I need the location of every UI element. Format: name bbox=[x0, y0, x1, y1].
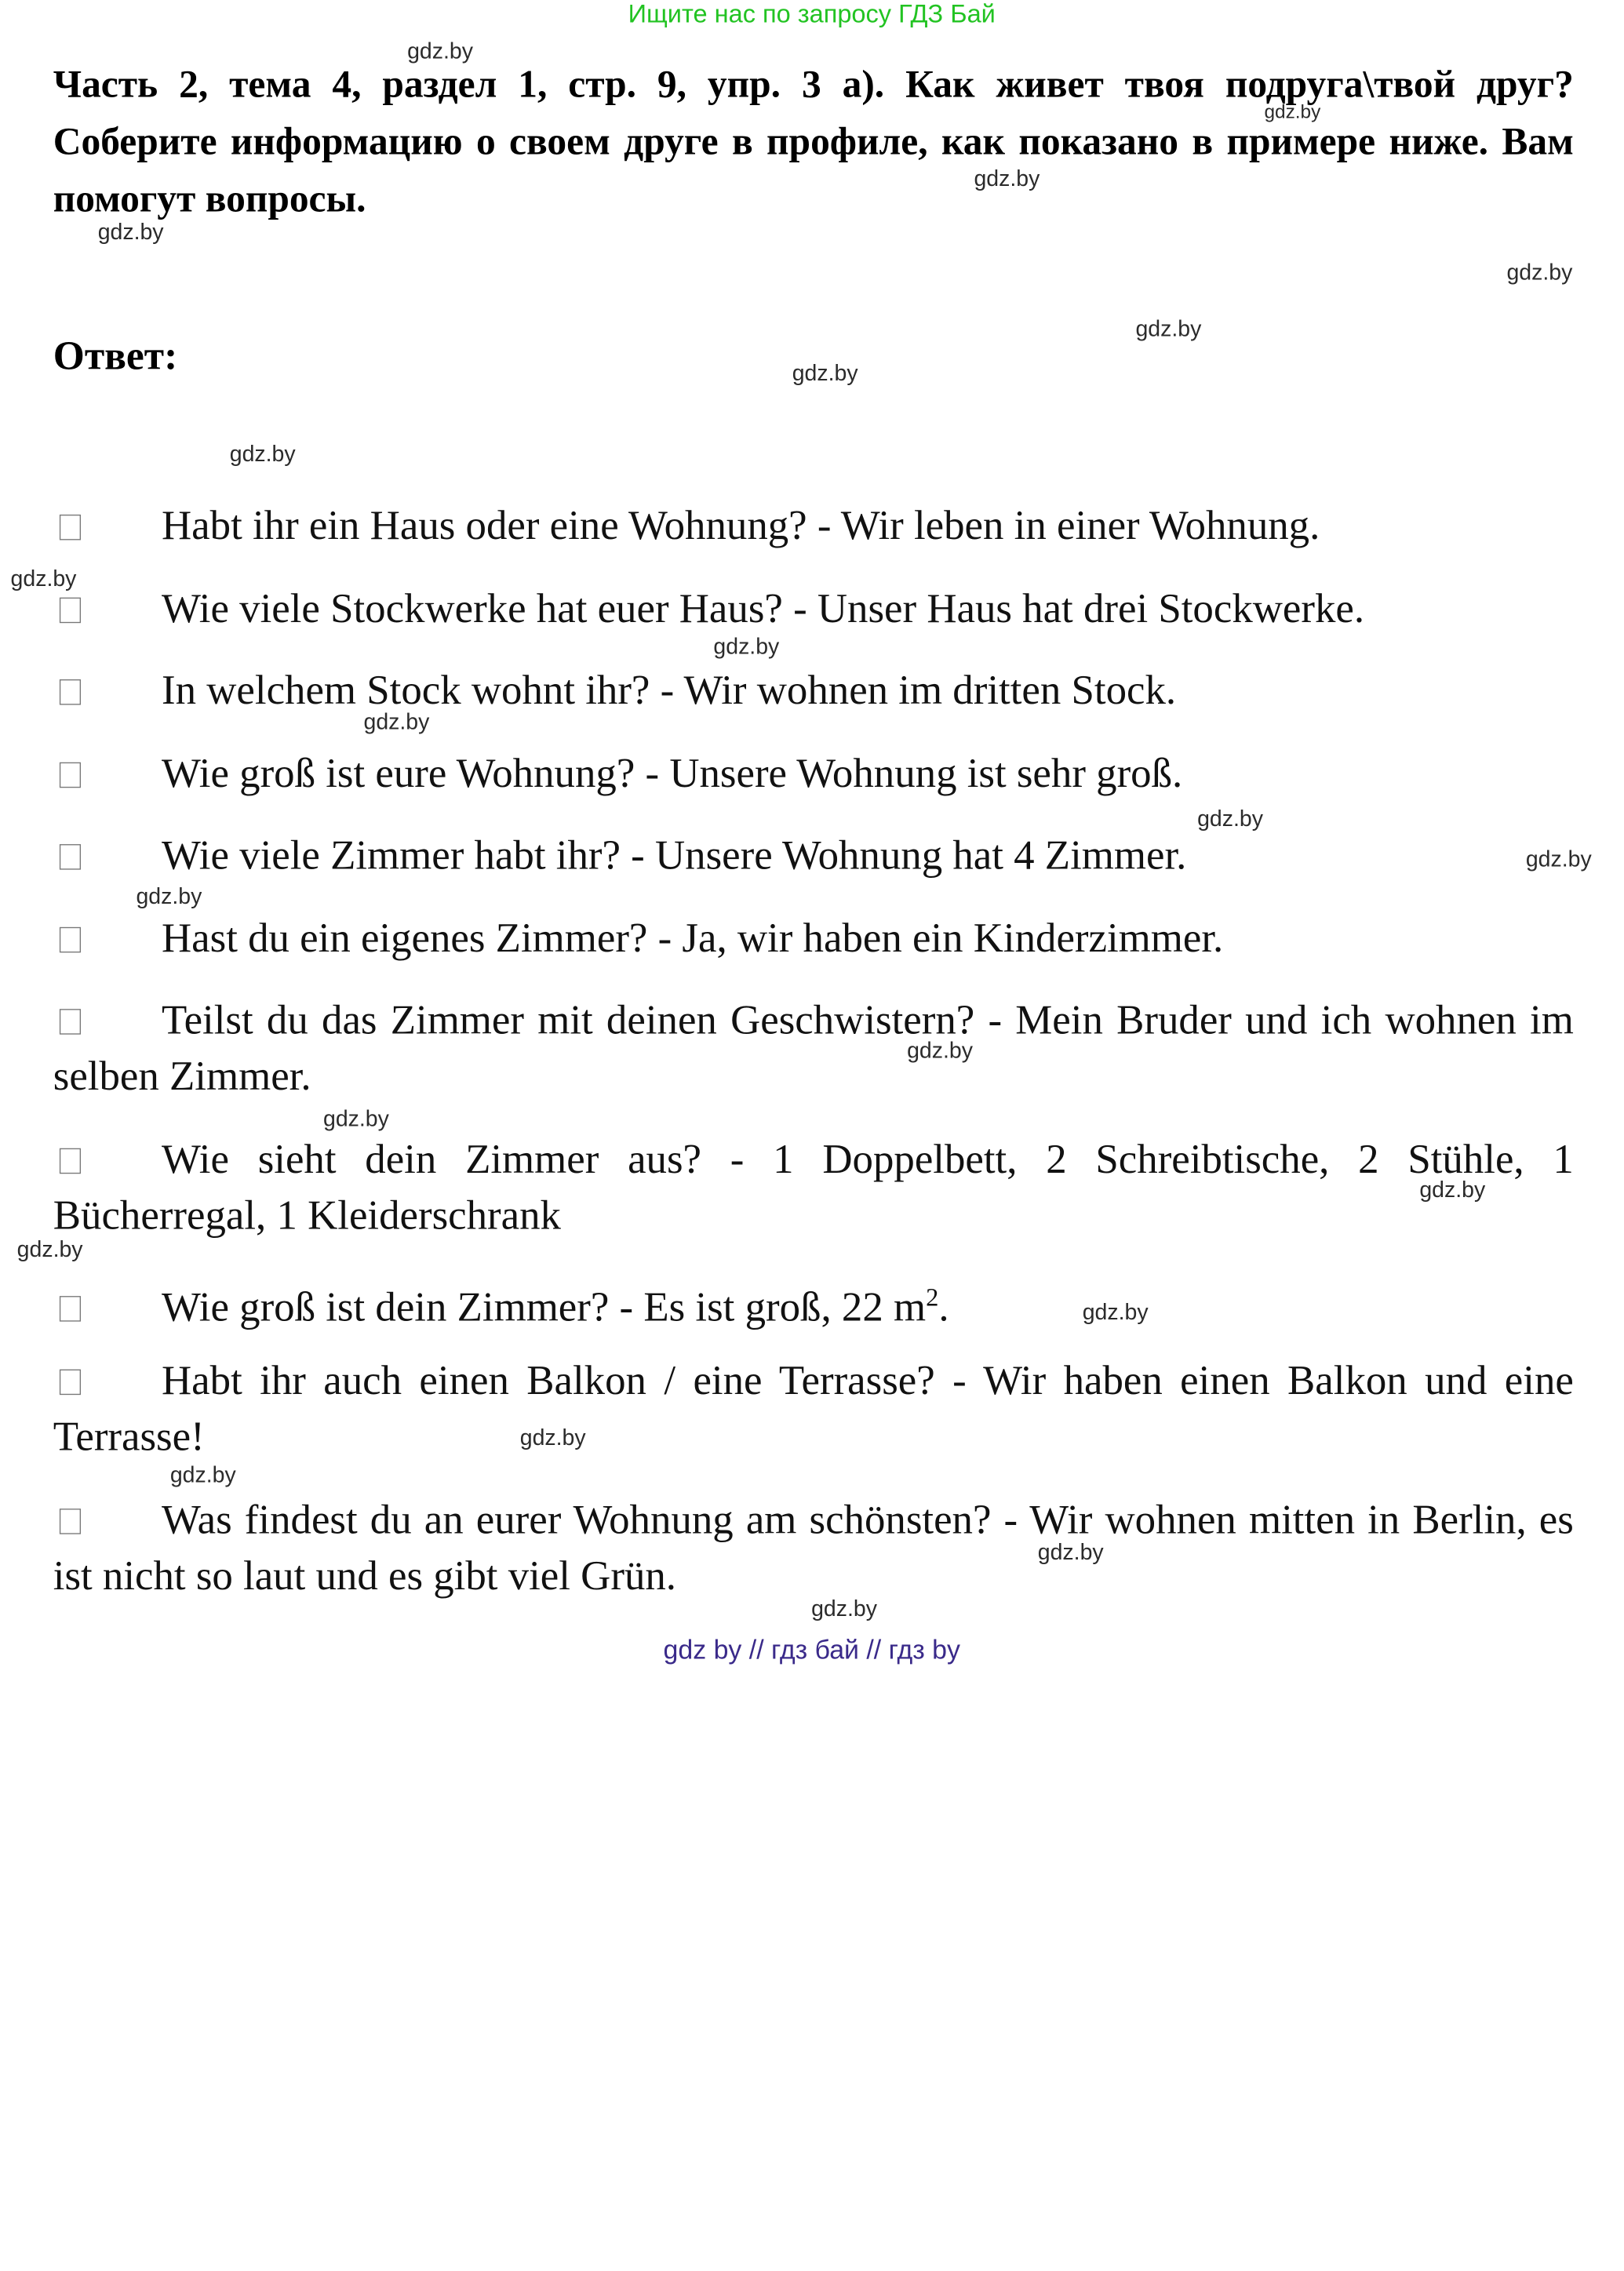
watermark: gdz.by bbox=[16, 1237, 83, 1262]
list-item bbox=[53, 1352, 1574, 1465]
list-item bbox=[53, 992, 1574, 1105]
watermark: gdz.by bbox=[1506, 260, 1573, 286]
watermark: gdz.by bbox=[407, 39, 473, 64]
watermark: gdz.by bbox=[229, 442, 296, 467]
watermark: gdz.by bbox=[1525, 847, 1592, 872]
list-item bbox=[53, 745, 1574, 802]
watermark: gdz.by bbox=[519, 1425, 586, 1450]
list-item bbox=[53, 497, 1574, 554]
list-item bbox=[53, 1271, 1574, 1336]
watermark: gdz.by bbox=[1264, 100, 1321, 122]
watermark: gdz.by bbox=[907, 1039, 973, 1064]
checkbox-glyph-icon bbox=[60, 844, 81, 870]
watermark: gdz.by bbox=[323, 1106, 389, 1132]
watermark: gdz.by bbox=[792, 361, 858, 386]
list-item bbox=[53, 580, 1574, 637]
item-text: Wie groß ist dein Zimmer? - Es ist groß, 22 m bbox=[162, 1284, 927, 1330]
watermark: gdz.by bbox=[10, 566, 77, 591]
item-text: Wie viele Zimmer habt ihr? - Unsere Wohnung hat 4 Zimmer. bbox=[162, 832, 1187, 879]
watermark: gdz.by bbox=[713, 635, 780, 660]
checkbox-glyph-icon bbox=[60, 598, 81, 624]
item-text: Was findest du an eurer Wohnung am schönsten? - Wir wohnen mitten in Berlin, es ist nicht so laut und es gibt viel Grün. bbox=[53, 1497, 1574, 1600]
search-banner[interactable]: Ищите нас по запросу ГДЗ Бай bbox=[628, 0, 996, 29]
item-suffix: . bbox=[938, 1284, 949, 1330]
watermark: gdz.by bbox=[136, 884, 202, 909]
watermark: gdz.by bbox=[97, 220, 164, 245]
item-text: Habt ihr auch einen Balkon / eine Terrasse? - Wir haben einen Balkon und eine Terrasse! bbox=[53, 1357, 1574, 1460]
watermark: gdz.by bbox=[1037, 1540, 1104, 1566]
checkbox-glyph-icon bbox=[60, 1370, 81, 1396]
checkbox-glyph-icon bbox=[60, 1148, 81, 1174]
list-item bbox=[53, 827, 1574, 883]
list-item bbox=[53, 662, 1574, 719]
checkbox-glyph-icon bbox=[60, 1009, 81, 1035]
checkbox-glyph-icon bbox=[60, 679, 81, 705]
watermark: gdz.by bbox=[1419, 1177, 1486, 1203]
watermark: gdz.by bbox=[974, 166, 1040, 191]
answer-label: Ответ: bbox=[53, 333, 178, 379]
watermark: gdz.by bbox=[1135, 316, 1202, 342]
item-text: Wie groß ist eure Wohnung? - Unsere Wohnung ist sehr groß. bbox=[162, 750, 1183, 797]
footer-links[interactable]: gdz by // гдз бай // гдз by bbox=[663, 1635, 960, 1665]
superscript: 2 bbox=[926, 1284, 939, 1312]
list-item bbox=[53, 910, 1574, 966]
list-item bbox=[53, 1131, 1574, 1244]
watermark: gdz.by bbox=[363, 710, 430, 735]
watermark: gdz.by bbox=[811, 1596, 877, 1621]
checkbox-glyph-icon bbox=[60, 515, 81, 540]
exercise-title: Часть 2, тема 4, раздел 1, стр. 9, упр. 3 а). Как живет твоя подруга\твой друг? Соберите информацию о своем друге в профиле, как показано в примере ниже. Вам помогут вопросы. bbox=[53, 61, 1574, 220]
item-text: Teilst du das Zimmer mit deinen Geschwistern? - Mein Bruder und ich wohnen im selben Zimmer. bbox=[53, 997, 1574, 1100]
item-text: Wie viele Stockwerke hat euer Haus? - Unser Haus hat drei Stockwerke. bbox=[162, 585, 1365, 632]
item-text: Habt ihr ein Haus oder eine Wohnung? - Wir leben in einer Wohnung. bbox=[162, 503, 1320, 549]
checkbox-glyph-icon bbox=[60, 927, 81, 953]
checkbox-glyph-icon bbox=[60, 1509, 81, 1534]
list-item bbox=[53, 1491, 1574, 1604]
watermark: gdz.by bbox=[169, 1462, 236, 1488]
item-text: Hast du ein eigenes Zimmer? - Ja, wir haben ein Kinderzimmer. bbox=[162, 915, 1224, 962]
checkbox-glyph-icon bbox=[60, 1296, 81, 1322]
item-text: Wie sieht dein Zimmer aus? - 1 Doppelbett, 2 Schreibtische, 2 Stühle, 1 Bücherregal, 1 Kleiderschrank bbox=[53, 1136, 1574, 1239]
checkbox-glyph-icon bbox=[60, 762, 81, 788]
watermark: gdz.by bbox=[1082, 1300, 1149, 1325]
watermark: gdz.by bbox=[1197, 806, 1263, 832]
item-text: In welchem Stock wohnt ihr? - Wir wohnen im dritten Stock. bbox=[162, 668, 1177, 714]
